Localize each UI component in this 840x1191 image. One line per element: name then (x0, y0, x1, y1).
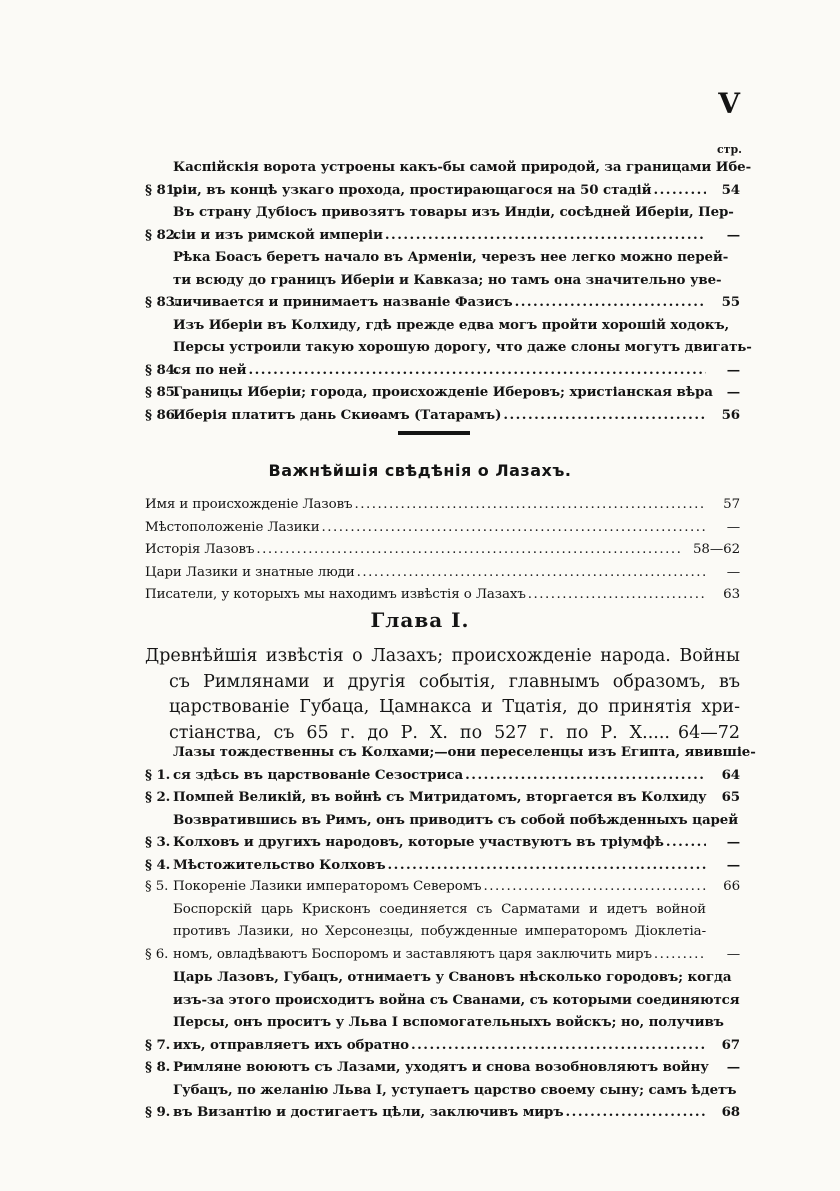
leader-dots (465, 764, 706, 787)
toc-entry-81 (145, 156, 752, 201)
toc-entry-86 (145, 404, 740, 427)
page-ref: — (726, 361, 740, 378)
leader-dots (654, 944, 706, 967)
section-number: § 5. (145, 879, 169, 894)
page-ref: 68 (721, 1104, 740, 1120)
entry-text-line: Боспорскій царь Крисконъ соединяется съ Сарматами и идетъ войной (173, 901, 706, 917)
section-number: § 83. (145, 294, 180, 310)
entry-text-line: сіи и изъ римской имперіи (173, 226, 383, 243)
toc-entry-5 (145, 876, 740, 899)
page-column-label: стр. (716, 143, 742, 156)
section-number: § 6. (145, 946, 169, 962)
section-number: § 2. (145, 789, 171, 805)
section-number: § 86. (145, 406, 180, 423)
toc-section-a (145, 156, 752, 426)
toc-entry-82 (145, 201, 740, 246)
entry-text-line: личивается и принимаетъ названіе Фазисъ (173, 294, 513, 310)
chapter-heading: Глава I. (370, 608, 470, 632)
entry-text-line: Цари Лазики и знатные люди (145, 564, 355, 580)
page-ref: — (726, 856, 740, 873)
page-ref: 63 (723, 587, 740, 602)
section-number: § 3. (145, 834, 171, 850)
toc-entry-name-origin (145, 494, 740, 517)
leader-dots (322, 517, 706, 540)
chapter-title-line: царствованіе Губаца, Цамнакса и Тцатія, до принятія хри- (169, 697, 740, 717)
leader-dots (385, 224, 706, 247)
toc-section-b (145, 494, 740, 607)
toc-entry-3 (145, 809, 740, 854)
page-number: V (718, 87, 740, 120)
leader-dots (411, 1034, 706, 1057)
entry-text-line: ихъ, отправляетъ ихъ обратно (173, 1036, 409, 1053)
entry-text-line: Помпей Великій, въ войнѣ съ Митридатомъ, вторгается въ Колхиду (173, 789, 707, 805)
entry-text-line: Имя и происхожденіе Лазовъ (145, 497, 353, 512)
entry-text-line: Лазы тождественны съ Колхами;—они переселенцы изъ Египта, явившіе- (173, 744, 756, 760)
leader-dots (256, 539, 682, 562)
leader-dots (354, 494, 706, 517)
page-ref: 66 (723, 879, 740, 894)
toc-entry-6 (145, 899, 740, 967)
page-ref: — (726, 1059, 740, 1075)
toc-entry-4 (145, 854, 740, 877)
page-ref: — (726, 564, 740, 580)
entry-text-line: Колховъ и другихъ народовъ, которые участвуютъ въ тріумфѣ (173, 834, 664, 850)
leader-dots (666, 831, 706, 854)
section-number: § 9. (145, 1104, 171, 1120)
section-divider-rule (398, 431, 470, 435)
toc-entry-2 (145, 786, 740, 809)
toc-entry-history (145, 539, 740, 562)
toc-entry-7 (145, 966, 740, 1056)
section-number: § 7. (145, 1036, 171, 1053)
entry-text-line: Границы Иберіи; города, происхожденіе Иберовъ; христіанская вѣра (173, 384, 713, 400)
entry-text-line: Каспійскія ворота устроены какъ-бы самой природой, за границами Ибе- (173, 159, 752, 175)
leader-dots (515, 291, 706, 314)
leader-dots (566, 1101, 707, 1124)
entry-text-line: Мѣстожительство Колховъ (173, 856, 386, 873)
chapter-title (145, 644, 740, 746)
page-ref: — (726, 946, 740, 962)
page-ref: 67 (721, 1036, 740, 1053)
section-number: § 82. (145, 226, 180, 243)
entry-text-line: противъ Лазики, но Херсонезцы, побужденные императоромъ Діоклетіа- (173, 924, 706, 939)
entry-text-line: Исторія Лазовъ (145, 542, 255, 557)
leader-dots (528, 584, 706, 607)
toc-entry-84 (145, 314, 752, 382)
page-ref: 64 (721, 766, 740, 783)
entry-text-line: Покореніе Лазики императоромъ Северомъ (173, 879, 482, 894)
chapter-title-line: стіанства, съ 65 г. до Р. Х. по 527 г. по Р. Х..... (169, 722, 670, 743)
toc-entry-8 (145, 1056, 740, 1079)
page-ref: — (726, 384, 740, 400)
page-ref: 55 (721, 294, 740, 310)
entry-text-line: ріи, въ концѣ узкаго прохода, простирающагося на 50 стадій (173, 181, 652, 198)
section-number: § 1. (145, 766, 171, 783)
entry-text-line: изъ-за этого происходитъ война съ Сванами, съ которыми соединяются (173, 991, 740, 1008)
entry-text-line: Римляне воюютъ съ Лазами, уходятъ и снова возобновляютъ войну (173, 1059, 709, 1075)
chapter-title-line: съ Римлянами и другія событія, главнымъ образомъ, въ (169, 671, 740, 692)
toc-entry-85 (145, 381, 740, 404)
leader-dots (483, 876, 706, 899)
toc-section-c (145, 741, 756, 1124)
section-number: § 81. (145, 181, 180, 198)
toc-entry-location (145, 517, 740, 540)
page-ref: 58—62 (693, 542, 740, 557)
chapter-title-line: Древнѣйшія извѣстія о Лазахъ; происхожденіе народа. Войны (145, 646, 740, 666)
entry-text-line: Изъ Иберіи въ Колхиду, гдѣ прежде едва могъ пройти хорошій ходокъ, (173, 316, 730, 333)
leader-dots (248, 359, 706, 382)
section-number: § 84. (145, 361, 180, 378)
toc-entry-9 (145, 1079, 740, 1124)
leader-dots (388, 854, 706, 877)
entry-text-line: Мѣстоположеніе Лазики (145, 519, 320, 535)
entry-text-line: Персы устроили такую хорошую дорогу, что даже слоны могутъ двигать- (173, 339, 752, 355)
toc-entry-writers (145, 584, 740, 607)
page-ref: 54 (721, 181, 740, 198)
toc-entry-1 (145, 741, 756, 786)
entry-text-line: Писатели, у которыхъ мы находимъ извѣстія о Лазахъ (145, 587, 526, 602)
entry-text-line: Рѣка Боасъ беретъ начало въ Арменіи, черезъ нее легко можно перей- (173, 249, 729, 265)
entry-text-line: номъ, овладѣваютъ Боспоромъ и заставляютъ царя заключить миръ (173, 946, 652, 962)
page-ref: — (726, 834, 740, 850)
toc-entry-83 (145, 246, 740, 314)
page-ref: 64—72 (677, 722, 740, 743)
page-ref: — (726, 519, 740, 535)
leader-dots (503, 404, 706, 427)
entry-text-line: Персы, онъ проситъ у Льва I вспомогательныхъ войскъ; но, получивъ (173, 1014, 724, 1030)
leader-dots (357, 562, 706, 585)
page-ref: 65 (721, 789, 740, 805)
page-ref: 57 (723, 497, 740, 512)
entry-text-line: ти всюду до границъ Иберіи и Кавказа; но тамъ она значительно уве- (173, 271, 722, 288)
entry-text-line: Въ страну Дубіосъ привозятъ товары изъ Индіи, сосѣдней Иберіи, Пер- (173, 204, 734, 220)
section-number: § 8. (145, 1059, 171, 1075)
entry-text-line: Царь Лазовъ, Губацъ, отнимаетъ у Свановъ нѣсколько городовъ; когда (173, 969, 732, 985)
page-ref: 56 (721, 406, 740, 423)
heading-lazy: Важнѣйшія свѣдѣнія о Лазахъ. (268, 461, 572, 480)
section-number: § 4. (145, 856, 171, 873)
entry-text-line: въ Византію и достигаетъ цѣли, заключивъ миръ (173, 1104, 564, 1120)
page-ref: — (726, 226, 740, 243)
entry-text-line: Иберія платитъ дань Скиѳамъ (Татарамъ) (173, 406, 502, 423)
entry-text-line: Губацъ, по желанію Льва I, уступаетъ царство своему сыну; самъ ѣдетъ (173, 1081, 737, 1098)
section-number: § 85. (145, 384, 180, 400)
entry-text-line: ся здѣсь въ царствованіе Сезостриса (173, 766, 464, 783)
entry-text-line: Возвратившись въ Римъ, онъ приводитъ съ собой побѣжденныхъ царей (173, 811, 739, 828)
toc-entry-kings (145, 562, 740, 585)
entry-text-line: ся по ней (173, 361, 247, 378)
leader-dots (653, 179, 706, 202)
